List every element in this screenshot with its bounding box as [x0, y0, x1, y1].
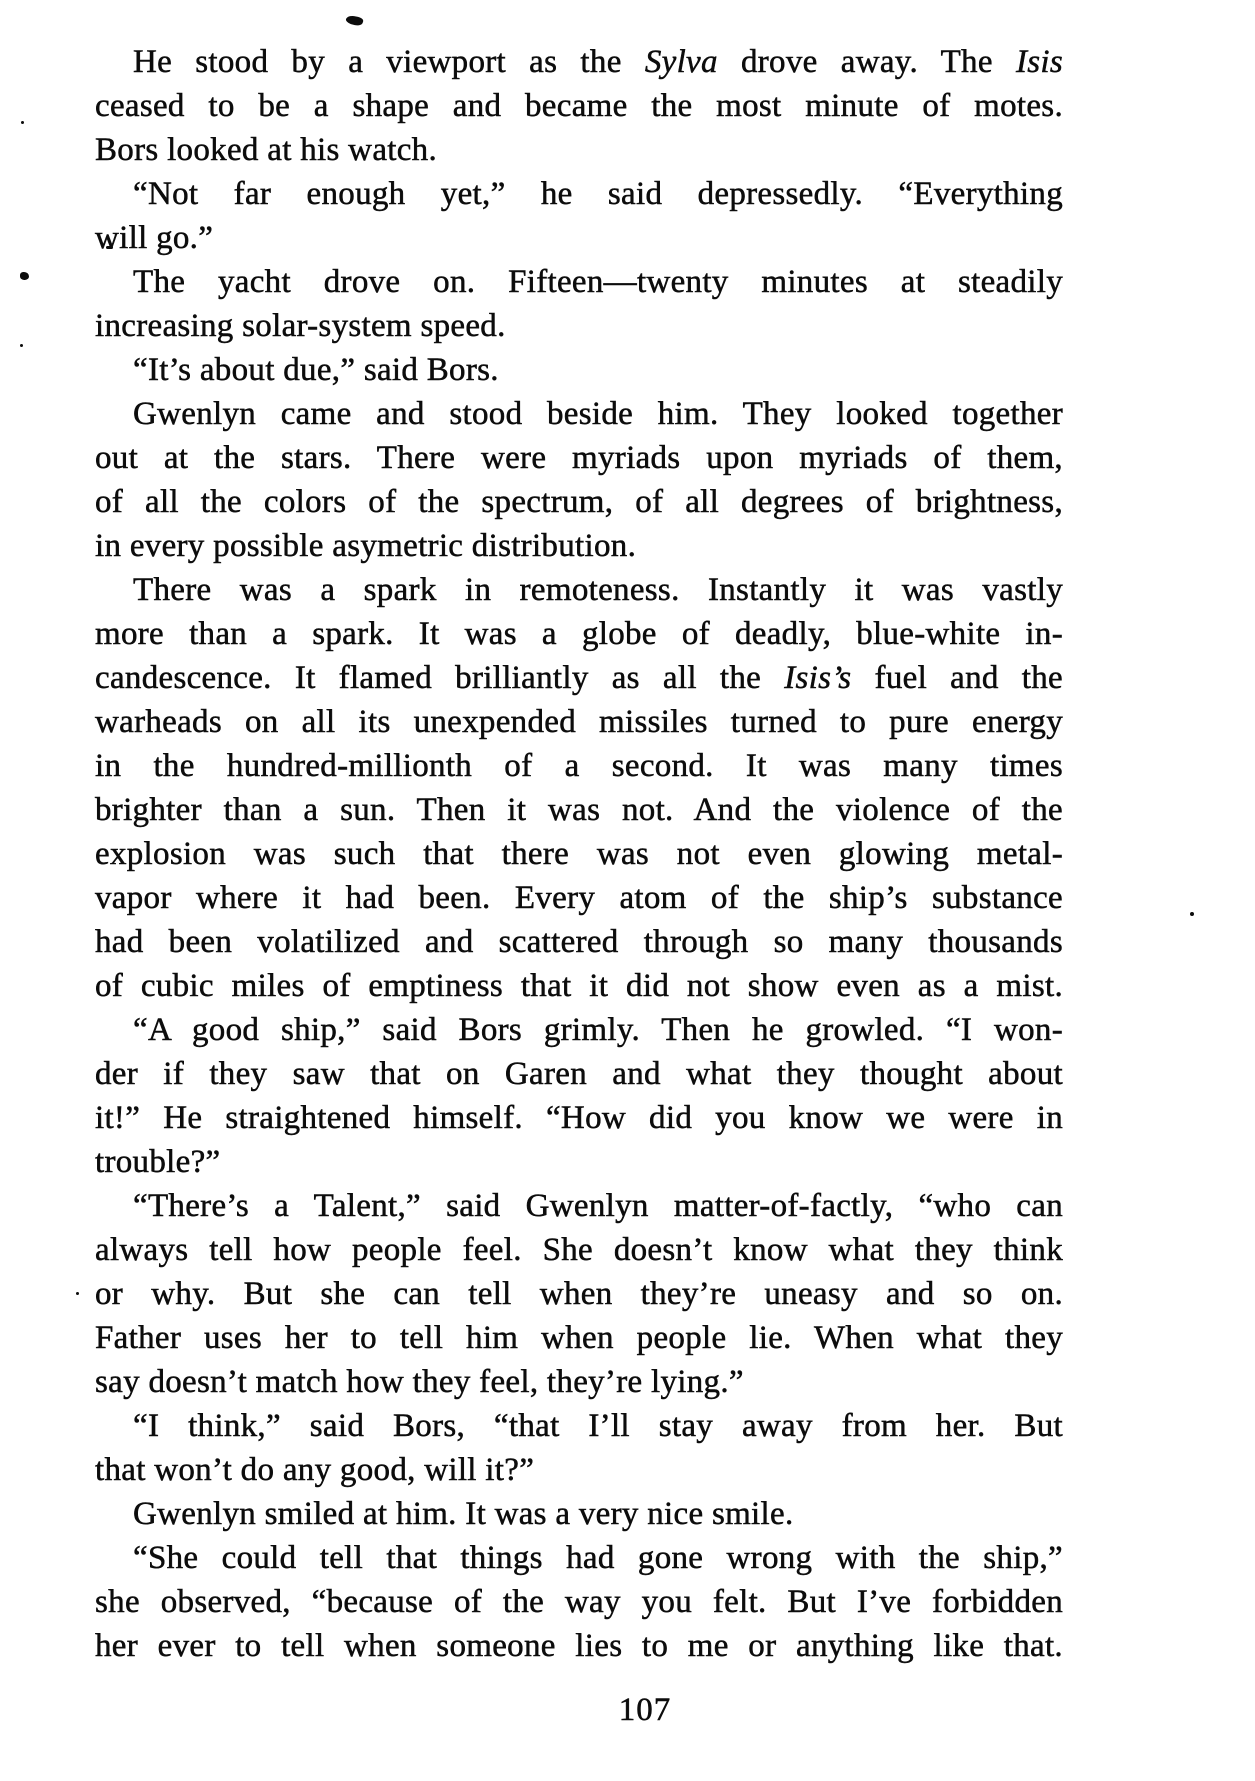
text-line: that won’t do any good, will it?”: [95, 1452, 535, 1488]
text-line: He stood by a viewport as the Sylva drove away. The Isis: [133, 44, 1063, 80]
text-line: “There’s a Talent,” said Gwenlyn matter-of-factly, “who can: [133, 1188, 1063, 1224]
text-line: she observed, “because of the way you felt. But I’ve forbidden: [95, 1584, 1063, 1620]
scan-speck: [20, 344, 23, 347]
italic-text: Isis: [1015, 44, 1063, 80]
text-line: Gwenlyn smiled at him. It was a very nice smile.: [133, 1496, 794, 1532]
text-line: “It’s about due,” said Bors.: [133, 352, 499, 388]
italic-text: Sylva: [644, 44, 718, 80]
text-line: in the hundred-millionth of a second. It was many times: [95, 748, 1063, 784]
text-line: or why. But she can tell when they’re uneasy and so on.: [95, 1276, 1063, 1312]
text-line: There was a spark in remoteness. Instantly it was vastly: [133, 572, 1063, 608]
paragraph: [95, 1404, 1063, 1492]
italic-text: Isis’s: [784, 660, 852, 696]
text-line: more than a spark. It was a globe of deadly, blue-white in-: [95, 616, 1063, 652]
text-line: of cubic miles of emptiness that it did not show even as a mist.: [95, 968, 1063, 1004]
text-line: will go.”: [95, 220, 214, 256]
text-line: explosion was such that there was not even glowing metal-: [95, 836, 1063, 872]
text-line: out at the stars. There were myriads upon myriads of them,: [95, 440, 1063, 476]
scan-speck: [1190, 912, 1194, 916]
page-number: 107: [618, 1692, 672, 1728]
paragraph: [95, 1184, 1063, 1404]
text-line: brighter than a sun. Then it was not. And the violence of the: [95, 792, 1063, 828]
ink-blot: [345, 14, 364, 28]
text-line: increasing solar-system speed.: [95, 308, 506, 344]
text-line: her ever to tell when someone lies to me or anything like that.: [95, 1628, 1063, 1664]
text-line: trouble?”: [95, 1144, 221, 1180]
paragraph: [95, 348, 1063, 392]
text-line: Bors looked at his watch.: [95, 132, 438, 168]
scan-speck: [76, 1292, 79, 1295]
paragraph: [95, 1492, 1063, 1536]
text-line: vapor where it had been. Every atom of the ship’s substance: [95, 880, 1063, 916]
text-block: [95, 40, 1063, 1668]
paragraph: [95, 392, 1063, 568]
text-line: “A good ship,” said Bors grimly. Then he growled. “I won-: [133, 1012, 1063, 1048]
paragraph: [95, 260, 1063, 348]
paragraph: [95, 1536, 1063, 1668]
text-line: ceased to be a shape and became the most minute of motes.: [95, 88, 1063, 124]
text-line: always tell how people feel. She doesn’t know what they think: [95, 1232, 1063, 1268]
text-line: in every possible asymetric distribution.: [95, 528, 637, 564]
paragraph: [95, 172, 1063, 260]
text-line: warheads on all its unexpended missiles turned to pure energy: [95, 704, 1063, 740]
paragraph: [95, 1008, 1063, 1184]
text-line: der if they saw that on Garen and what they thought about: [95, 1056, 1063, 1092]
text-line: say doesn’t match how they feel, they’re lying.”: [95, 1364, 744, 1400]
text-line: “I think,” said Bors, “that I’ll stay away from her. But: [133, 1408, 1063, 1444]
scan-speck: [21, 121, 24, 124]
text-line: had been volatilized and scattered through so many thousands: [95, 924, 1063, 960]
text-line: Gwenlyn came and stood beside him. They looked together: [133, 396, 1063, 432]
text-line: candescence. It flamed brilliantly as all the Isis’s fuel and the: [95, 660, 1063, 696]
text-line: of all the colors of the spectrum, of all degrees of brightness,: [95, 484, 1063, 520]
text-line: “Not far enough yet,” he said depressedly. “Everything: [133, 176, 1063, 212]
text-line: Father uses her to tell him when people lie. When what they: [95, 1320, 1063, 1356]
paragraph: [95, 40, 1063, 172]
text-line: “She could tell that things had gone wrong with the ship,”: [133, 1540, 1063, 1576]
paragraph: [95, 568, 1063, 1008]
scan-speck: [20, 272, 29, 280]
text-line: The yacht drove on. Fifteen—twenty minutes at steadily: [133, 264, 1063, 300]
text-line: it!” He straightened himself. “How did you know we were in: [95, 1100, 1063, 1136]
